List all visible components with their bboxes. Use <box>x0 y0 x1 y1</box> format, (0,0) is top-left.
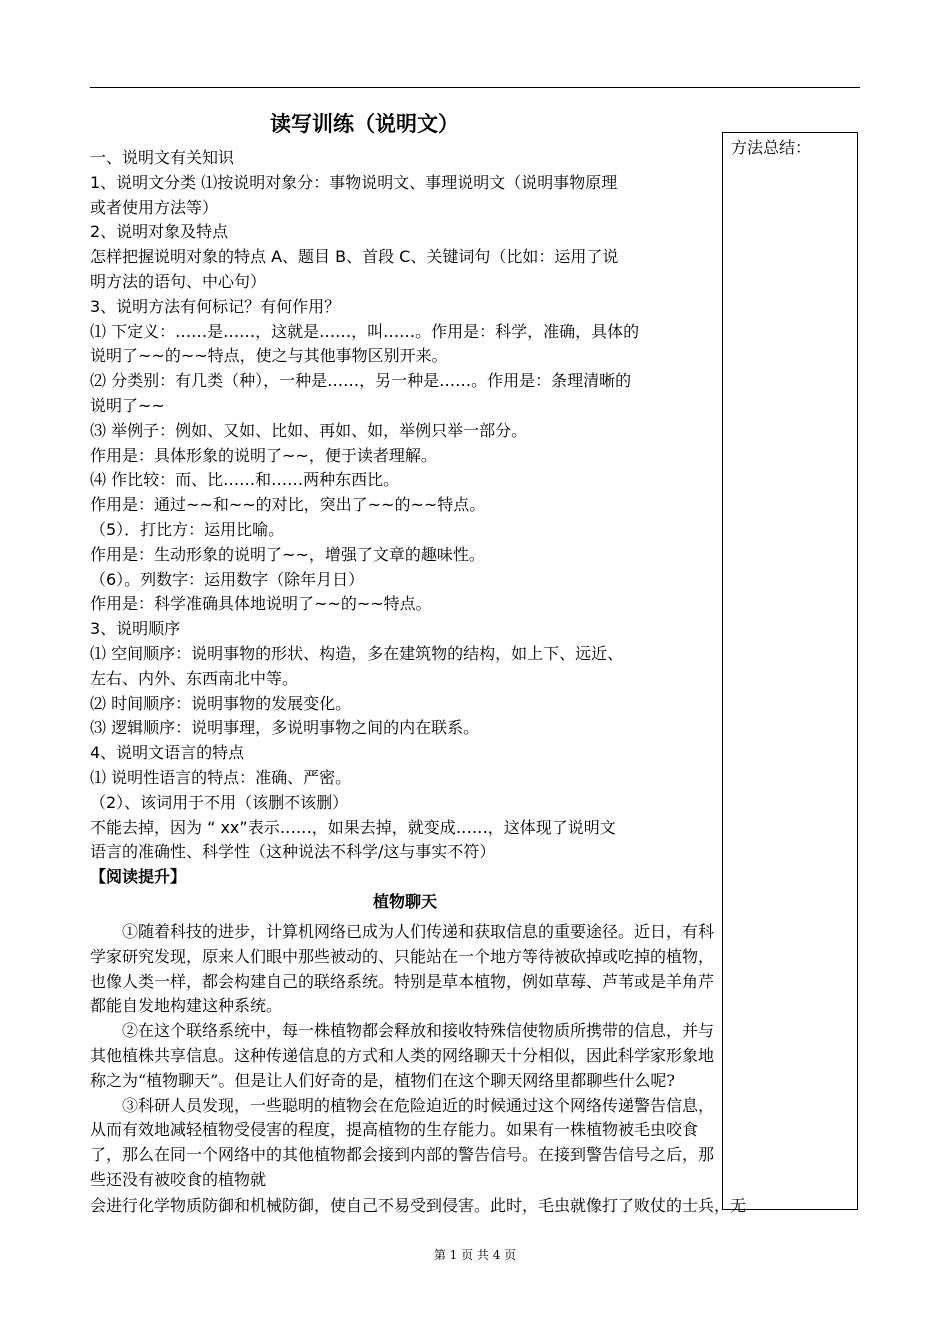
reading-header: 【阅读提升】 <box>90 867 187 887</box>
knowledge-line: 作用是：生动形象的说明了~~，增强了文章的趣味性。 <box>90 544 485 564</box>
knowledge-line: 4、说明文语言的特点 <box>90 743 245 763</box>
article-title: 植物聊天 <box>372 891 437 911</box>
knowledge-line: ⑷ 作比较：而、比……和……两种东西比。 <box>90 470 400 490</box>
paragraph-3: ③科研人员发现，一些聪明的植物会在危险迫近的时候通过这个网络传递警告信息，从而有效地减轻植物受侵害的程度，提高植物的生存能力。如果有一株植物被毛虫咬食了，那么在同一个网络中的其他植物都会接到内部的警告信号。在接到警告信号之后，那些还没有被咬食的植物就 <box>90 1095 715 1189</box>
paragraph-3-continuation: 会进行化学物质防御和机械防御，使自己不易受到侵害。此时，毛虫就像打了败仗的士兵，无 <box>90 1196 747 1215</box>
knowledge-section <box>90 146 720 915</box>
knowledge-line: 明方法的语句、中心句） <box>90 271 267 291</box>
knowledge-line: 左右、内外、东西南北中等。 <box>90 668 299 688</box>
knowledge-line: ⑵ 分类别：有几类（种），一种是……，另一种是……。作用是：条理清晰的 <box>90 371 632 391</box>
knowledge-line: 不能去掉，因为 “ xx”表示……，如果去掉，就变成……，这体现了说明文 <box>90 817 616 837</box>
knowledge-line: ⑶ 举例子：例如、又如、比如、再如、如，举例只举一部分。 <box>90 420 528 440</box>
knowledge-line: 2、说明对象及特点 <box>90 222 229 242</box>
knowledge-line: 作用是：通过~~和~~的对比，突出了~~的~~特点。 <box>90 495 486 515</box>
knowledge-line: （5）．打比方：运用比喻。 <box>90 519 285 539</box>
knowledge-line: （2）、该词用于不用（该删不该删） <box>90 792 349 812</box>
knowledge-line: 1、说明文分类 ⑴按说明对象分：事物说明文、事理说明文（说明事物原理 <box>90 172 618 192</box>
method-summary-label: 方法总结： <box>731 138 812 157</box>
knowledge-line: ⑴ 空间顺序：说明事物的形状、构造，多在建筑物的结构，如上下、远近、 <box>90 643 624 663</box>
knowledge-line: 或者使用方法等） <box>90 197 219 217</box>
method-summary-box <box>722 132 858 1210</box>
knowledge-line: 怎样把握说明对象的特点 A、题目 B、首段 C、关键词句（比如：运用了说 <box>90 247 619 267</box>
knowledge-line: 说明了~~的~~特点，使之与其他事物区别开来。 <box>90 346 448 366</box>
article-body <box>90 920 720 1193</box>
top-rule <box>90 87 860 88</box>
knowledge-line: 作用是：科学准确具体地说明了~~的~~特点。 <box>90 594 432 614</box>
knowledge-line: ⑵ 时间顺序：说明事物的发展变化。 <box>90 693 352 713</box>
knowledge-line: ⑴ 说明性语言的特点：准确、严密。 <box>90 767 352 787</box>
knowledge-line: 3、说明方法有何标记？有何作用？ <box>90 296 341 316</box>
page-footer: 第 1 页 共 4 页 <box>433 1248 517 1262</box>
knowledge-line: ⑴ 下定义：……是……，这就是……，叫……。作用是：科学，准确，具体的 <box>90 321 640 341</box>
knowledge-line: 作用是：具体形象的说明了~~，便于读者理解。 <box>90 445 437 465</box>
paragraph-1: ①随着科技的进步，计算机网络已成为人们传递和获取信息的重要途径。近日，有科学家研究发现，原来人们眼中那些被动的、只能站在一个地方等待被砍掉或吃掉的植物，也像人类一样，都会构建自己的联络系统。特别是草本植物，例如草莓、芦苇或是羊角芹都能自发地构建这种系统。 <box>90 922 715 1016</box>
knowledge-line: ⑶ 逻辑顺序：说明事理，多说明事物之间的内在联系。 <box>90 718 480 738</box>
knowledge-line: 一、说明文有关知识 <box>90 148 235 167</box>
knowledge-line: 语言的准确性、科学性（这种说法不科学/这与事实不符） <box>90 842 496 862</box>
page-title: 读写训练（说明文） <box>270 112 459 136</box>
knowledge-line: （6）。列数字：运用数字（除年月日） <box>90 569 365 589</box>
knowledge-line: 说明了~~ <box>90 395 165 415</box>
knowledge-line: 3、说明顺序 <box>90 619 181 639</box>
paragraph-2: ②在这个联络系统中，每一株植物都会释放和接收特殊信使物质所携带的信息，并与其他植株共享信息。这种传递信息的方式和人类的网络聊天十分相似，因此科学家形象地称之为“植物聊天”。但是让人们好奇的是，植物们在这个聊天网络里都聊些什么呢? <box>90 1021 715 1090</box>
